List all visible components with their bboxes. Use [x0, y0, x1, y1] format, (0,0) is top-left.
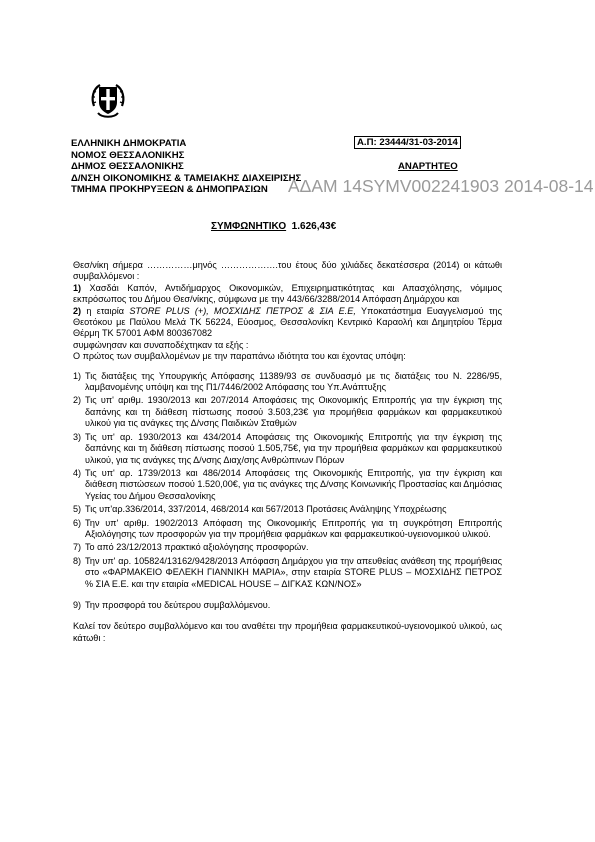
item-number: 9) [73, 599, 82, 610]
item-text: Την προσφορά του δεύτερου συμβαλλόμενου. [85, 599, 271, 610]
agreement-line: συμφώνησαν και συναποδέχτηκαν τα εξής : [73, 339, 249, 350]
party-text: Χασδάι Καπόν, Αντιδήμαρχος Οικονομικών, Επιχειρηματικότητας και Απασχόλησης, νόμιμος εκπρόσωπος του Δήμου Θεσ/νίκης, σύμφωνα με την 443/66/3288/2014 Απόφαση Δημάρχου και [73, 282, 502, 305]
posting-label: ΑΝΑΡΤΗΤΕΟ [398, 161, 458, 172]
item-text: Τις υπ'αρ.336/2014, 337/2014, 468/2014 και 567/2013 Προτάσεις Ανάληψης Υποχρέωσης [85, 504, 447, 515]
item-text: Τις υπ' αρ. 1739/2013 και 486/2014 Αποφάσεις της Οικονομικής Επιτροπής, για την έγκριση και διάθεση πιστώσεων ποσού 1.520,00€, για τις ανάγκες της Δ/νσης Κοινωνικής Προστασίας και Δημόσιας Υγείας του Δήμου Θεσσαλονίκης [85, 467, 502, 501]
consideration-item [73, 504, 502, 515]
protocol-number: Α.Π: 23444/31-03-2014 [354, 136, 461, 149]
item-number: 1) [73, 370, 82, 381]
item-number: 6) [73, 517, 82, 528]
consideration-item [73, 556, 502, 590]
intro-paragraph: Θεσ/νίκη σήμερα ……………μηνός ……………….του έτους δύο χιλιάδες δεκατέσσερα (2014) οι κάτωθι συμβαλλόμενοι : [73, 260, 502, 282]
item-number: 3) [73, 431, 82, 442]
consideration-item [73, 395, 502, 429]
closing-paragraph: Καλεί τον δεύτερο συμβαλλόμενο και του αναθέτει την προμήθεια φαρμακευτικού-υγειονομικού υλικού, ως κάτωθι : [73, 621, 502, 643]
header-line: ΤΜΗΜΑ ΠΡΟΚΗΡΥΞΕΩΝ & ΔΗΜΟΠΡΑΣΙΩΝ [71, 184, 268, 195]
issuer-header [71, 138, 301, 196]
item-number: 8) [73, 555, 82, 566]
title-label: ΣΥΜΦΩΝΗΤΙΚΟ [211, 221, 287, 232]
document-body [73, 260, 502, 644]
item-text: Την υπ' αρ. 105824/13162/9428/2013 Απόφαση Δημάρχου για την απευθείας ανάθεση της προμήθειας στο «ΦΑΡΜΑΚΕΙΟ ΦΕΛΕΚΗ ΓΙΑΝΝΙΚΗ ΜΑΡΙΑ», στην εταιρία STORE PLUS – ΜΟΣΧΙΔΗΣ ΠΕΤΡΟΣ % ΣΙΑ Ε.Ε. και την εταιρία «MEDICAL HOUSE – ΔΙΓΚΑΣ ΚΩΝ/ΝΟΣ» [85, 555, 502, 589]
party-number: 2) [73, 305, 82, 316]
item-text: Την υπ' αριθμ. 1902/2013 Απόφαση της Οικονομικής Επιτροπής για τη συγκρότηση Επιτροπής Αξιολόγησης των προσφορών για την προμήθεια φαρμάκων και φαρμακευτικού-υγειονομικού υλικού. [85, 517, 502, 539]
item-text: Τις υπ' αριθμ. 1930/2013 και 207/2014 Αποφάσεις της Οικονομικής Επιτροπής για την έγκριση της δαπάνης και τη διάθεση πίστωσης ποσού 3.503,23€ για προμήθεια φαρμάκων και φαρμακευτικού υλικού για τις ανάγκες της Δ/νσης Παιδικών Σταθμών [85, 395, 502, 429]
consideration-item [73, 371, 502, 394]
item-number: 2) [73, 395, 82, 406]
party-number: 1) [73, 282, 82, 293]
header-line: ΝΟΜΟΣ ΘΕΣΣΑΛΟΝΙΚΗΣ [71, 149, 185, 161]
title-amount: 1.626,43€ [291, 221, 337, 232]
party-2 [73, 306, 502, 340]
header-line: Δ/ΝΣΗ ΟΙΚΟΝΟΜΙΚΗΣ & ΤΑΜΕΙΑΚΗΣ ΔΙΑΧΕΙΡΙΣΗΣ [71, 172, 302, 184]
first-party-line: Ο πρώτος των συμβαλλομένων με την παραπάνω ιδιότητα του και έχοντας υπόψη: [73, 351, 406, 362]
party-text: η εταιρία [86, 305, 125, 316]
consideration-item [73, 600, 502, 611]
item-number: 7) [73, 542, 82, 553]
party-1 [73, 283, 502, 306]
document-title [211, 221, 336, 232]
item-number: 5) [73, 504, 82, 515]
consideration-item [73, 432, 502, 466]
consideration-item [73, 518, 502, 541]
item-number: 4) [73, 467, 82, 478]
party-company: STORE PLUS (+), ΜΟΣΧΙΔΗΣ ΠΕΤΡΟΣ & ΣΙΑ Ε.Ε, [129, 305, 356, 316]
greek-coat-of-arms-icon [90, 80, 126, 120]
party-address: Υποκατάστημα Ευαγγελισμού της Θεοτόκου με Παύλου Μελά ΤΚ 56224, Εύοσμος, Θεσσαλονίκη Κεντρικό Καραολή και Δημητρίου Τέρμα Θέρμη ΤΚ 57001 ΑΦΜ 800367082 [73, 305, 502, 339]
item-text: Τις υπ' αρ. 1930/2013 και 434/2014 Αποφάσεις της Οικονομικής Επιτροπής για την έγκριση της δαπάνης και τη διάθεση πίστωσης ποσού 1.505,75€, για την προμήθεια φαρμάκων και φαρμακευτικού υλικού, για τις ανάγκες της Δ/νσης Διαχ/σης Ανθρώπινων Πόρων [85, 431, 502, 465]
header-line: ΕΛΛΗΝΙΚΗ ΔΗΜΟΚΡΑΤΙΑ [71, 138, 187, 149]
header-line: ΔΗΜΟΣ ΘΕΣΣΑΛΟΝΙΚΗΣ [71, 161, 184, 172]
consideration-item [73, 468, 502, 502]
consideration-item [73, 542, 502, 553]
ada-stamp: ΑΔΑΜ 14SYMV002241903 2014-08-14 [288, 176, 594, 196]
item-text: Τις διατάξεις της Υπουργικής Απόφασης 11389/93 σε συνδυασμό με τις διατάξεις του Ν. 2286/95, λαμβανομένης υπόψη και της Π1/7446/2002 Απόφασης του Υπ.Ανάπτυξης [85, 370, 502, 393]
item-text: Το από 23/12/2013 πρακτικό αξιολόγησης προσφορών. [85, 542, 309, 553]
